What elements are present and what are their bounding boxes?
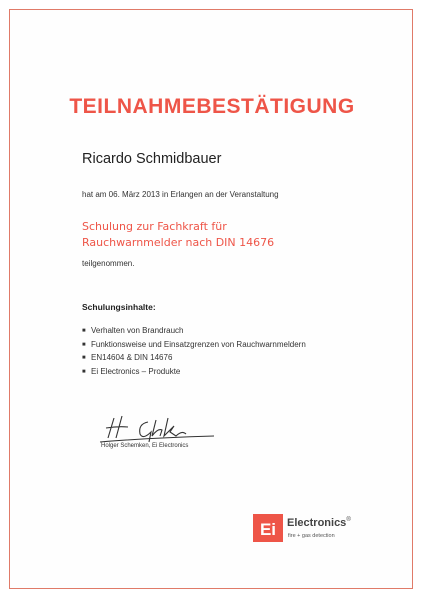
event-description: hat am 06. März 2013 in Erlangen an der Veranstaltung xyxy=(82,190,279,199)
brand-logo xyxy=(253,514,368,546)
participated-text: teilgenommen. xyxy=(82,259,135,268)
course-title-line: Rauchwarnmelder nach DIN 14676 xyxy=(82,235,275,249)
bullet-icon: ■ xyxy=(82,341,86,348)
bullet-icon: ■ xyxy=(82,328,86,334)
list-item-label: Funktionsweise und Einsatzgrenzen von Rauchwarnmeldern xyxy=(91,339,306,349)
list-item xyxy=(82,351,306,365)
signer-name: Holger Schemken, Ei Electronics xyxy=(101,443,189,449)
contents-heading: Schulungsinhalte: xyxy=(82,302,156,312)
logo-mark-text: Ei xyxy=(259,520,277,539)
list-item-label: Ei Electronics – Produkte xyxy=(91,366,181,376)
bullet-icon: ■ xyxy=(82,368,86,375)
list-item xyxy=(82,324,306,338)
ei-logo-icon xyxy=(253,514,283,542)
brand-name-text: Electronics xyxy=(287,517,347,529)
participant-name: Ricardo Schmidbauer xyxy=(82,151,222,167)
list-item xyxy=(82,365,306,379)
course-title-line: Schulung zur Fachkraft für xyxy=(82,220,227,233)
list-item-label: EN14604 & DIN 14676 xyxy=(91,353,173,362)
list-item-label: Verhalten von Brandrauch xyxy=(91,326,184,335)
registered-mark: ® xyxy=(346,517,351,523)
certificate-title: TEILNAHMEBESTÄTIGUNG xyxy=(69,95,355,118)
contents-list xyxy=(82,324,306,378)
brand-name xyxy=(287,517,351,529)
list-item xyxy=(82,338,306,352)
signature xyxy=(96,408,226,448)
brand-tagline: fire + gas detection xyxy=(288,533,335,539)
course-title xyxy=(82,219,274,250)
bullet-icon: ■ xyxy=(82,355,86,361)
